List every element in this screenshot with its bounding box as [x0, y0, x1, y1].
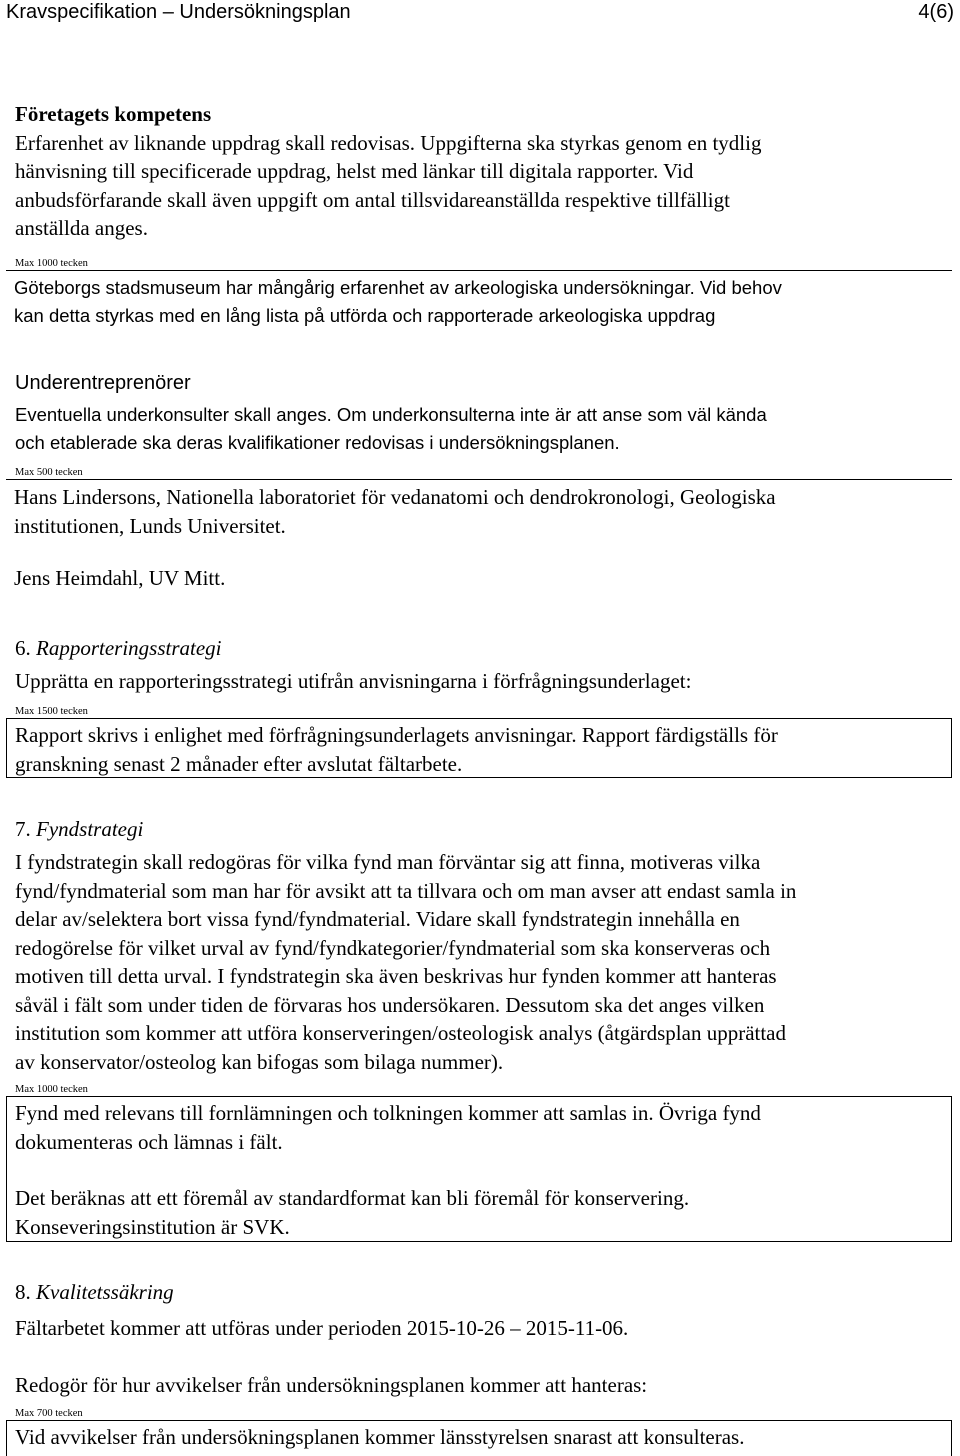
underentreprenorer-section	[15, 368, 945, 457]
rapportering-answer-line: Rapport skrivs i enlighet med förfrågningsunderlagets anvisningar. Rapport färdigställs för	[15, 723, 778, 747]
kompetens-line: anbudsförfarande skall även uppgift om antal tillsvidareanställda respektive tillfälligt	[15, 187, 730, 212]
underentreprenorer-line: Eventuella underkonsulter skall anges. Om underkonsulterna inte är att anse som väl kända	[15, 404, 767, 425]
underentreprenorer-heading: Underentreprenörer	[15, 372, 191, 394]
fynd-description	[15, 848, 945, 1076]
kvalitet-number: 8.	[15, 1280, 31, 1304]
page-number: 4(6)	[918, 1, 954, 23]
underentreprenorer-max-label: Max 500 tecken	[15, 467, 83, 478]
rapportering-number: 6.	[15, 636, 31, 660]
kompetens-answer-field[interactable]	[6, 270, 952, 340]
underentreprenorer-answer-line: Hans Lindersons, Nationella laboratoriet för vedanatomi och dendrokronologi, Geologiska	[14, 485, 776, 509]
kvalitet-max-label: Max 700 tecken	[15, 1408, 83, 1419]
kompetens-answer-line: Göteborgs stadsmuseum har mångårig erfarenhet av arkeologiska undersökningar. Vid behov	[14, 277, 782, 298]
rapportering-answer-field[interactable]	[6, 718, 952, 778]
fynd-answer-field[interactable]	[6, 1096, 952, 1242]
fynd-number: 7.	[15, 817, 31, 841]
fynd-answer-line: Det beräknas att ett föremål av standardformat kan bli föremål för konservering.	[15, 1186, 690, 1210]
underentreprenorer-answer-line: institutionen, Lunds Universitet.	[14, 513, 286, 538]
fynd-line: av konservator/osteolog kan bifogas som bilaga nummer).	[15, 1049, 504, 1074]
kvalitet-answer-field[interactable]	[6, 1420, 952, 1456]
fynd-line: såväl i fält som under tiden de förvaras hos undersökaren. Dessutom ska det anges vilken	[15, 992, 765, 1017]
fynd-title	[15, 815, 143, 843]
rapportering-max-label: Max 1500 tecken	[15, 706, 88, 717]
kompetens-answer-line: kan detta styrkas med en lång lista på utförda och rapporterade arkeologiska uppdrag	[14, 305, 716, 326]
fynd-max-label: Max 1000 tecken	[15, 1084, 88, 1095]
kompetens-heading: Företagets kompetens	[15, 102, 212, 126]
fynd-line: redogörelse för vilket urval av fynd/fyndkategorier/fyndmaterial som ska konserveras och	[15, 935, 771, 960]
underentreprenorer-answer-field[interactable]	[6, 479, 952, 609]
kvalitet-answer-line: Vid avvikelser från undersökningsplanen kommer länsstyrelsen snarast att konsulteras.	[15, 1425, 745, 1449]
fynd-line: motiven till detta urval. I fyndstrategin ska även beskrivas hur fynden kommer att hanteras	[15, 964, 777, 988]
fynd-title-text: Fyndstrategi	[36, 817, 144, 841]
fynd-answer-line: Konseveringsinstitution är SVK.	[15, 1214, 290, 1239]
fynd-line: I fyndstrategin skall redogöras för vilka fynd man förväntar sig att finna, motiveras vilka	[15, 850, 761, 874]
kompetens-line: anställda anges.	[15, 216, 148, 240]
rapportering-answer-line: granskning senast 2 månader efter avslutat fältarbete.	[15, 751, 463, 776]
kvalitet-instruction: Redogör för hur avvikelser från undersökningsplanen kommer att hanteras:	[15, 1373, 648, 1397]
fynd-answer-line: Fynd med relevans till fornlämningen och tolkningen kommer att samlas in. Övriga fynd	[15, 1101, 761, 1125]
rapportering-instruction: Upprätta en rapporteringsstrategi utifrån anvisningarna i förfrågningsunderlaget:	[15, 669, 692, 693]
kompetens-max-label: Max 1000 tecken	[15, 258, 88, 269]
rapportering-title-text: Rapporteringsstrategi	[36, 636, 222, 660]
kompetens-line: hänvisning till specificerade uppdrag, helst med länkar till digitala rapporter. Vid	[15, 159, 694, 183]
rapportering-title	[15, 634, 222, 662]
kvalitet-title	[15, 1278, 174, 1306]
kompetens-line: Erfarenhet av liknande uppdrag skall redovisas. Uppgifterna ska styrkas genom en tydlig	[15, 130, 762, 155]
page-header	[6, 0, 954, 28]
underentreprenorer-answer-line: Jens Heimdahl, UV Mitt.	[14, 566, 226, 590]
fynd-line: fynd/fyndmaterial som man har för avsikt att ta tillvara och om man avser att endast samla in	[15, 878, 797, 903]
document-title: Kravspecifikation – Undersökningsplan	[6, 1, 351, 23]
kompetens-section	[15, 100, 945, 243]
underentreprenorer-line: och etablerade ska deras kvalifikationer redovisas i undersökningsplanen.	[15, 432, 620, 453]
fynd-line: delar av/selektera bort vissa fynd/fyndmaterial. Vidare skall fyndstrategin innehålla en	[15, 907, 740, 931]
kvalitet-period: Fältarbetet kommer att utföras under perioden 2015-10-26 – 2015-11-06.	[15, 1316, 629, 1340]
fynd-answer-line: dokumenteras och lämnas i fält.	[15, 1129, 283, 1154]
fynd-line: institution som kommer att utföra konserveringen/osteologisk analys (åtgärdsplan upprättad	[15, 1021, 787, 1045]
kvalitet-title-text: Kvalitetssäkring	[36, 1280, 174, 1304]
